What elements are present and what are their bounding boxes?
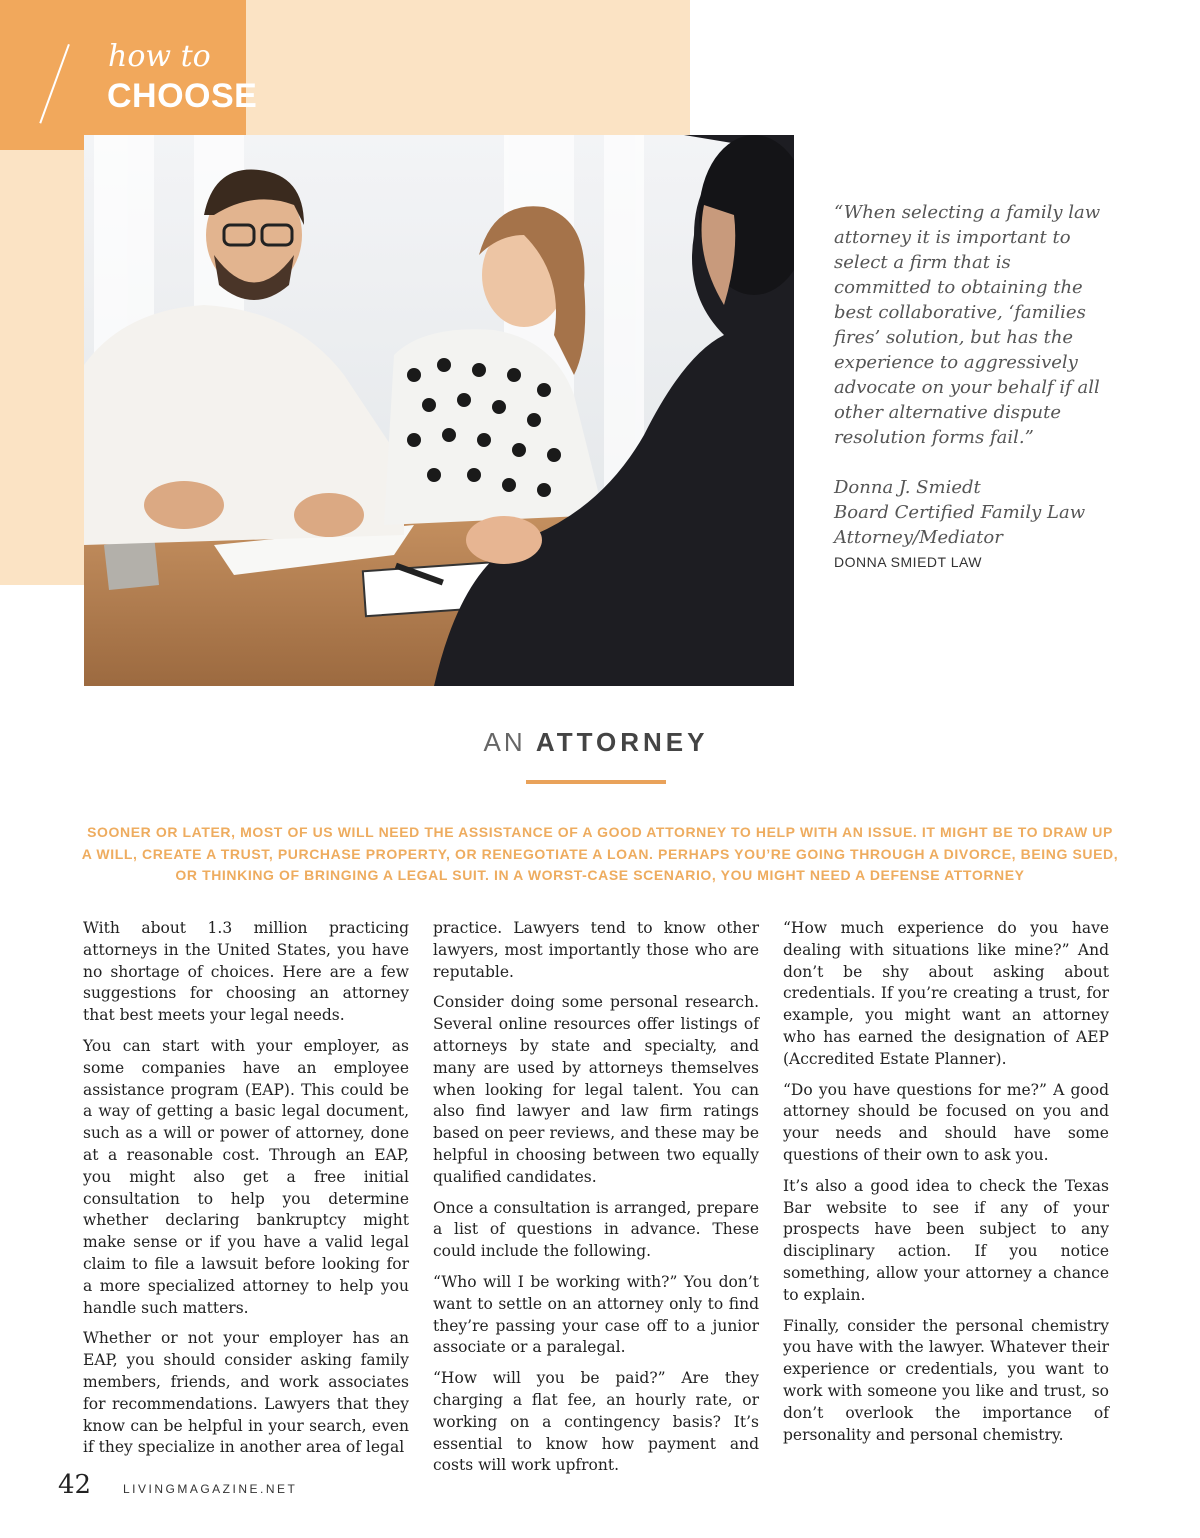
- body-paragraph: You can start with your employer, as some companies have an employee assistance program (EAP). This could be a way of getting a basic legal document, such as a will or power of attorney, done at a reasonable cost. Through an EAP, you might also get a free initial consultation to help you determine whether declaring bankruptcy might make sense or if you have a valid legal claim to file a lawsuit before looking for a more specialized attorney to help you handle such matters.: [83, 1036, 409, 1317]
- people-meeting-photo-icon: [84, 135, 794, 686]
- pull-quote-text: “When selecting a family law attorney it is important to select a firm that is committed to obtaining the best collaborative, ‘families fires’ solution, but has the experience to aggressively advocate on your behalf if all other alternative dispute resolution forms fail.”: [834, 202, 1101, 448]
- body-paragraph: “Who will I be working with?” You don’t want to settle on an attorney only to find they’re passing your case off to a junior associate or a paralegal.: [433, 1272, 759, 1357]
- body-paragraph: “How much experience do you have dealing with situations like mine?” And don’t be shy about asking about credentials. If you’re creating a trust, for example, you might want an attorney who has earned the designation of AEP (Accredited Estate Planner).: [783, 919, 1109, 1068]
- quote-author-role-line2: Attorney/Mediator: [834, 527, 1003, 548]
- body-paragraph: With about 1.3 million practicing attorneys in the United States, you have no shortage of choices. Here are a few suggestions for choosing an attorney that best meets your legal needs.: [83, 919, 409, 1025]
- body-paragraph: It’s also a good idea to check the Texas Bar website to see if any of your prospects have been subject to any disciplinary action. If you notice something, allow your attorney a chance to explain.: [783, 1176, 1109, 1304]
- site-url: LIVINGMAGAZINE.NET: [123, 1482, 298, 1496]
- body-paragraph: Whether or not your employer has an EAP, you should consider asking family members, friends, and work associates for recommendations. Lawyers that they know can be helpful in your search, even if they specialize in another area of legal: [83, 1329, 409, 1457]
- body-paragraph: “Do you have questions for me?” A good attorney should be focused on you and your needs and should have some questions of their own to ask you.: [783, 1080, 1109, 1164]
- headline-rule: [526, 780, 666, 784]
- body-paragraph: Once a consultation is arranged, prepare a list of questions in advance. These could include the following.: [433, 1198, 759, 1261]
- body-column-2: [433, 918, 759, 1486]
- quote-author-firm: DONNA SMIEDT LAW: [834, 554, 983, 570]
- quote-author-name: Donna J. Smiedt: [834, 477, 981, 498]
- intro-deck: SOONER OR LATER, MOST OF US WILL NEED THE ASSISTANCE OF A GOOD ATTORNEY TO HELP WITH AN ISSUE. IT MIGHT BE TO DRAW UP A WILL, CREATE A TRUST, PURCHASE PROPERTY, OR RENEGOTIATE A LOAN. PERHAPS YOU’RE GOING THROUGH A DIVORCE, BEING SUED, OR THINKING OF BRINGING A LEGAL SUIT. IN A WORST-CASE SCENARIO, YOU MIGHT NEED A DEFENSE ATTORNEY: [81, 824, 1119, 883]
- quote-author-role-line1: Board Certified Family Law: [834, 502, 1086, 523]
- pull-quote: [834, 200, 1104, 450]
- quote-attribution: [834, 475, 1134, 550]
- body-paragraph: “How will you be paid?” Are they charging a flat fee, an hourly rate, or working on a contingency basis? It’s essential to know how payment and costs will work upfront.: [433, 1369, 759, 1475]
- body-paragraph: practice. Lawyers tend to know other lawyers, most importantly those who are reputable.: [433, 919, 759, 981]
- body-paragraph: Finally, consider the personal chemistry you have with the lawyer. Whatever their experience or credentials, you want to work with someone you like and trust, so don’t overlook the importance of personality and personal chemistry.: [783, 1316, 1109, 1444]
- body-paragraph: Consider doing some personal research. Several online resources offer listings of attorneys by state and specialty, and many are used by attorneys themselves when looking for legal talent. You can also find lawyer and law firm ratings based on peer reviews, and these may be helpful in choosing between two equally qualified candidates.: [433, 993, 759, 1186]
- section-kicker-small: how to: [108, 39, 211, 74]
- body-column-1: [83, 918, 409, 1468]
- article-headline: [0, 727, 1192, 758]
- section-kicker-big: CHOOSE: [107, 77, 258, 115]
- meeting-photo: [84, 135, 794, 686]
- body-column-3: [783, 918, 1109, 1455]
- page-number: 42: [58, 1470, 92, 1500]
- section-tag-block: [0, 0, 246, 150]
- headline-light: AN: [483, 727, 526, 757]
- headline-bold: ATTORNEY: [535, 727, 709, 757]
